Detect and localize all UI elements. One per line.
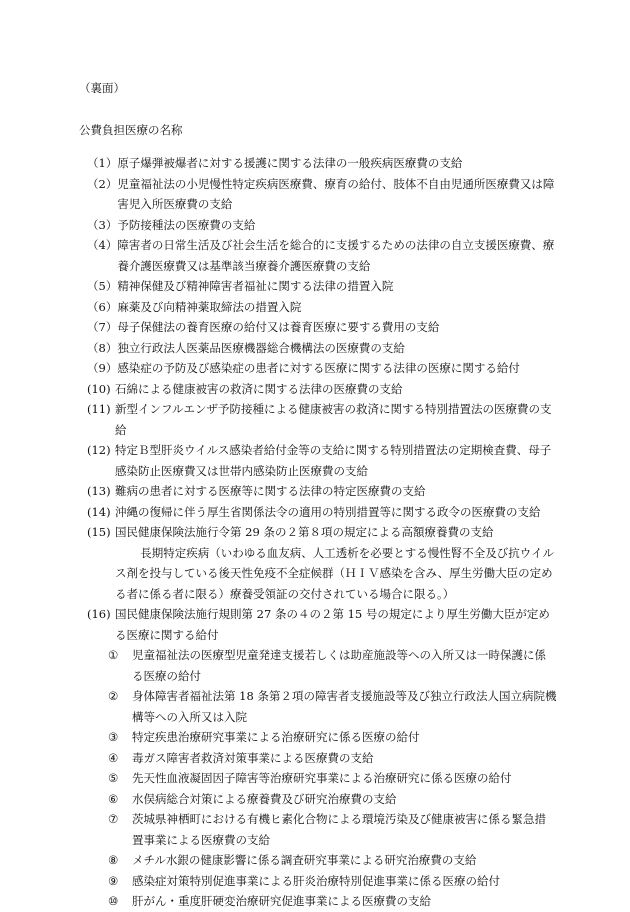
list-item — [87, 174, 557, 215]
sub-item-number: ④ — [108, 750, 119, 765]
sub-item — [108, 850, 557, 871]
sub-item — [108, 891, 557, 912]
sub-item — [108, 871, 557, 892]
sub-item-text: 肝がん・重度肝硬変治療研究促進事業による医療費の支給 — [132, 894, 431, 908]
list-item — [87, 358, 557, 379]
sub-item-text: 先天性血液凝固因子障害等治療研究事業による治療研究に係る医療の給付 — [132, 771, 512, 785]
item-text: 新型インフルエンザ予防接種による健康被害の救済に関する特別措置法の医療費の支給 — [115, 402, 552, 437]
sub-item — [108, 727, 557, 748]
list-item — [87, 440, 557, 481]
item-number: （8） — [87, 340, 118, 355]
sub-item — [108, 645, 557, 686]
sub-item-text: 身体障害者福祉法第 18 条第２項の障害者支援施設等及び独立行政法人国立病院機構等への入所又は入院 — [132, 689, 557, 724]
list-item — [87, 317, 557, 338]
item-number: （7） — [87, 320, 118, 334]
sub-item — [108, 809, 557, 850]
item-number: （4） — [87, 238, 118, 252]
list-item — [87, 502, 557, 523]
sub-item — [108, 768, 557, 789]
list-item — [87, 379, 557, 400]
item-text: 国民健康保険法施行令第 29 条の２第８項の規定による高額療養費の支給 — [115, 525, 494, 539]
item-note: 長期特定疾病（いわゆる血友病、人工透析を必要とする慢性腎不全及び抗ウイルス剤を投与している後天性免疫不全症候群（ＨＩＶ感染を含み、厚生労働大臣の定める者に係る者に限る）療養受領証の交付されている場合に限る。） — [115, 545, 554, 601]
item-number: (12) — [87, 443, 111, 457]
list-item — [87, 481, 557, 502]
item-text: 独立行政法人医薬品医療機器総合機構法の医療費の支給 — [117, 340, 405, 355]
item-text: 国民健康保険法施行規則第 27 条の４の２第 15 号の規定により厚生労働大臣が定める医療に関する給付 — [115, 607, 550, 642]
sub-item-number: ⑥ — [108, 791, 119, 806]
sub-item — [108, 789, 557, 810]
sub-item-text: 児童福祉法の医療型児童発達支援若しくは助産施設等への入所又は一時保護に係る医療の給付 — [132, 648, 546, 683]
item-text: 原子爆弾被爆者に対する援護に関する法律の一般疾病医療費の支給 — [117, 156, 463, 170]
sub-item-text: 水俣病総合対策による療養費及び研究治療費の支給 — [132, 791, 397, 806]
item-text: 母子保健法の養育医療の給付又は養育医療に要する費用の支給 — [117, 320, 440, 334]
sub-item — [108, 748, 557, 769]
list-item — [87, 297, 557, 318]
list-item — [87, 522, 557, 604]
item-number: (11) — [87, 402, 111, 416]
item-number: （1） — [87, 156, 118, 170]
item-number: (13) — [87, 484, 111, 498]
page-title: 公費負担医療の名称 — [79, 123, 183, 137]
sub-item-text: 特定疾患治療研究事業による治療研究に係る医療の給付 — [132, 730, 420, 744]
item-number: (10) — [87, 381, 111, 396]
sub-item-text: メチル水銀の健康影響に係る調査研究事業による研究治療費の支給 — [132, 853, 477, 867]
item-text: 障害者の日常生活及び社会生活を総合的に支援するための法律の自立支援医療費、療養介護医療費又は基準該当療養介護医療費の支給 — [117, 238, 555, 273]
item-number: （9） — [87, 361, 118, 375]
item-text: 精神保健及び精神障害者福祉に関する法律の措置入院 — [117, 279, 394, 293]
sub-item-number: ③ — [108, 730, 119, 744]
list-item — [87, 399, 557, 440]
public-expense-list — [87, 153, 557, 912]
item-number: （6） — [87, 299, 118, 314]
sub-item-number: ② — [108, 689, 119, 703]
list-item — [87, 276, 557, 297]
item-number: （3） — [87, 217, 118, 232]
sub-item-text: 茨城県神栖町における有機ヒ素化合物による環境汚染及び健康被害に係る緊急措置事業による医療費の支給 — [132, 812, 546, 847]
item-text: 麻薬及び向精神薬取締法の措置入院 — [117, 299, 302, 314]
item-number: (15) — [87, 525, 111, 539]
item-text: 石綿による健康被害の救済に関する法律の医療費の支給 — [115, 381, 403, 396]
sub-item — [108, 686, 557, 727]
page-side-label: （裏面） — [79, 81, 125, 95]
sub-item-text: 感染症対策特別促進事業による肝炎治療特別促進事業に係る医療の給付 — [132, 873, 500, 888]
list-item — [87, 604, 557, 645]
item-text: 特定Ｂ型肝炎ウイルス感染者給付金等の支給に関する特別措置法の定期検査費、母子感染防止医療費又は世帯内感染防止医療費の支給 — [115, 443, 552, 478]
item-text: 感染症の予防及び感染症の患者に対する医療に関する法律の医療に関する給付 — [117, 361, 520, 375]
item-text: 難病の患者に対する医療等に関する法律の特定医療費の支給 — [115, 484, 426, 498]
sub-item-number: ① — [108, 648, 119, 662]
item-text: 児童福祉法の小児慢性特定疾病医療費、療育の給付、肢体不自由児通所医療費又は障害児入所医療費の支給 — [117, 176, 555, 211]
sub-item-text: 毒ガス障害者救済対策事業による医療費の支給 — [132, 750, 374, 765]
sub-item-number: ⑦ — [108, 812, 119, 826]
item-number: (14) — [87, 504, 111, 519]
sub-item-number: ⑧ — [108, 853, 119, 867]
sub-list — [108, 645, 557, 912]
item-text: 予防接種法の医療費の支給 — [117, 217, 256, 232]
list-item — [87, 235, 557, 276]
sub-item-number: ⑤ — [108, 771, 119, 785]
item-text: 沖縄の復帰に伴う厚生省関係法令の適用の特別措置等に関する政令の医療費の支給 — [115, 504, 541, 519]
list-item — [87, 153, 557, 174]
item-number: （5） — [87, 279, 118, 293]
list-item — [87, 338, 557, 359]
sub-item-number: ⑩ — [108, 894, 119, 908]
item-number: (16) — [87, 607, 111, 621]
list-item — [87, 215, 557, 236]
sub-item-number: ⑨ — [108, 873, 119, 888]
item-number: （2） — [87, 176, 118, 191]
